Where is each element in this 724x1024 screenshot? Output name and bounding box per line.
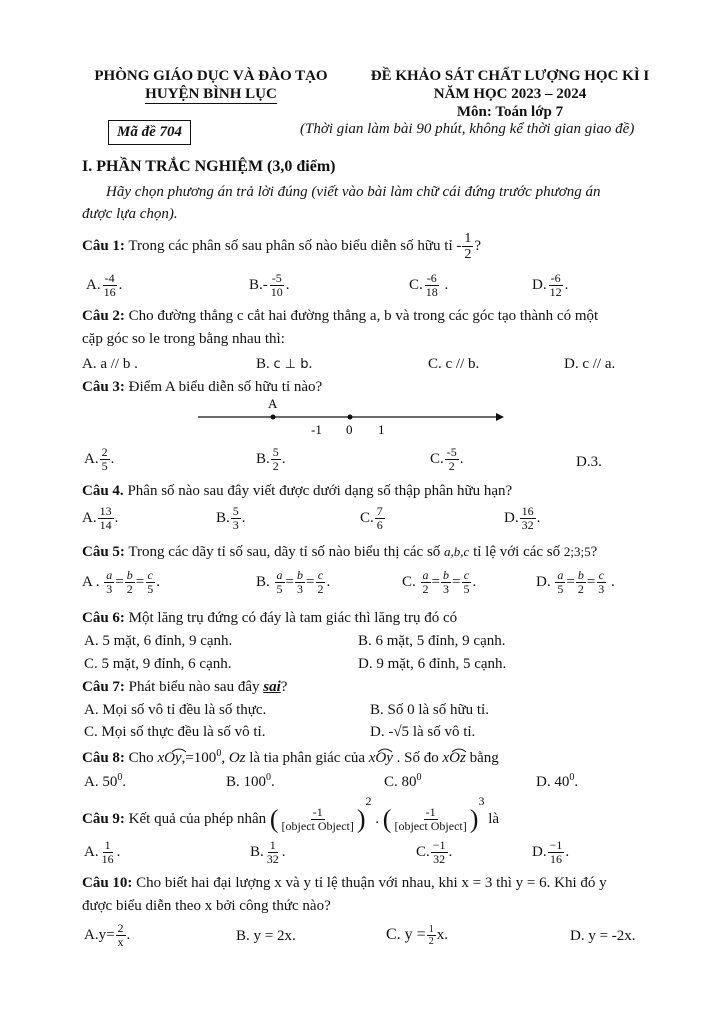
dept-name: PHÒNG GIÁO DỤC VÀ ĐÀO TẠO [94,68,328,84]
q8-option-c: C. $80^0$ [384,772,422,790]
q3-option-c: C. $\frac{-5}{2}$ . [430,445,464,473]
q10-option-a: A.y= $\frac{2}{x}$ . [84,921,131,949]
question-4: Câu 4. Phân số nào sau đây viết được dưới dạng số thập phân hữu hạn? [82,483,513,499]
number-line-arrow [496,413,504,421]
q1-option-c: C. $\frac{-6}{18}$ . [409,271,449,299]
q9-option-c: C. $\frac{-1}{32}$ . [416,838,453,866]
q7-option-d: D. -√5 là số vô tỉ. [370,724,476,740]
q4-option-c: C. $\frac{7}{6}$ [360,504,383,532]
point-a-label: A [268,396,278,411]
q6-option-c: C. 5 mặt, 9 đỉnh, 6 cạnh. [84,656,232,672]
q7-option-b: B. Số 0 là số hữu tỉ. [370,702,489,718]
q5-option-d: D. $\frac{a}{5}$ = $\frac{b}{2}$ = $\frac{c}{3}$ . [536,568,615,596]
q10-option-d: D. y = -2x. [570,928,636,944]
question-10-cont: được biểu diễn theo x bởi công thức nào? [82,898,331,914]
q6-option-d: D. 9 mặt, 6 đỉnh, 5 cạnh. [358,656,507,672]
question-3: Câu 3: Điểm A biểu diễn số hữu tỉ nào? [82,379,323,395]
q3-option-b: B. $\frac{5}{2}$ . [256,445,286,473]
time-note: (Thời gian làm bài 90 phút, không kể thời gian giao đề) [300,121,635,137]
q8-option-a: A. $50^0$. [84,772,127,790]
q4-option-d: D. $\frac{16}{32}$ . [504,504,541,532]
question-2: Câu 2: Cho đường thẳng c cắt hai đường thẳng a, b và trong các góc tạo thành có một [82,308,599,324]
subject: Môn: Toán lớp 7 [456,104,564,120]
q6-option-a: A. 5 mặt, 6 đỉnh, 9 cạnh. [84,633,233,649]
q1-option-a: A. $\frac{-4}{16}$ . [86,271,123,299]
q9-option-b: B. $\frac{1}{32}$ . [250,838,286,866]
instruction-line1: Hãy chọn phương án trả lời đúng (viết vào bài làm chữ cái đứng trước phương án [106,184,601,200]
q8-option-b: B. $100^0$. [226,772,275,790]
q3-option-d: D.3. [576,454,602,470]
q8-option-d: D. $40^0$. [536,772,579,790]
q4-option-b: B. $\frac{5}{3}$ . [216,504,246,532]
question-6: Câu 6: Một lăng trụ đứng có đáy là tam giác thì lăng trụ đó có [82,610,458,626]
question-1: Câu 1: Trong các phân số sau phân số nào biểu diễn số hữu tỉ - $\frac{1}{2}$ ? [82,231,482,262]
exam-code: Mã đề 704 [108,120,191,145]
q7-option-a: A. Mọi số vô tỉ đều là số thực. [84,702,267,718]
tick-zero: 0 [346,422,353,437]
q5-option-b: B. $\frac{a}{5}$ = $\frac{b}{3}$ = $\frac{c}{2}$ . [256,568,331,596]
point-a-marker [271,415,276,420]
q3-option-a: A. $\frac{2}{5}$ . [84,445,115,473]
q9-option-a: A. $\frac{1}{16}$ . [84,838,121,866]
question-2-cont: cặp góc so le trong bằng nhau thì: [82,331,285,347]
q6-option-b: B. 6 mặt, 5 đỉnh, 9 cạnh. [358,633,506,649]
q10-option-b: B. y = 2x. [236,928,296,944]
question-7: Câu 7: Phát biểu nào sau đây sai? [82,679,288,695]
tick-zero-marker [348,415,353,420]
tick-minus-one: -1 [311,422,322,437]
question-8: Câu 8: Cho xOy $,=100^0$, Oz là tia phân giác của xOy . Số đo xOz bằng [82,748,499,766]
q5-option-c: C. $\frac{a}{2}$ = $\frac{b}{3}$ = $\frac{c}{5}$ . [402,568,477,596]
q2-option-c: C. c // b. [428,356,480,372]
q4-option-a: A. $\frac{13}{14}$ . [82,504,119,532]
q10-option-c: C. y = $\frac{1}{2}$ x. [386,924,448,947]
number-line [190,394,510,440]
section-title: I. PHẦN TRẮC NGHIỆM (3,0 điểm) [82,158,336,175]
question-9: Câu 9: Kết quả của phép nhân ( $\frac{-1}{\text{[object Object]}}$ )$^2$ . ( $\frac{-1}{\text{[object Object]}}$ )$^3$ là [82,794,500,834]
q5-option-a: A . $\frac{a}{3}$ = $\frac{b}{2}$ = $\frac{c}{5}$ . [82,568,160,596]
angle-xoy: xOy [157,750,181,766]
q2-option-d: D. c // a. [564,356,616,372]
school-year: NĂM HỌC 2023 – 2024 [433,86,587,102]
district-name: HUYỆN BÌNH LỤC [145,86,277,102]
exam-title: ĐỀ KHẢO SÁT CHẤT LƯỢNG HỌC KÌ I [370,68,650,84]
tick-one: 1 [378,422,385,437]
question-10: Câu 10: Cho biết hai đại lượng x và y tỉ lệ thuận với nhau, khi x = 3 thì y = 6. Khi đó y [82,875,607,891]
q2-option-b: B. c ⊥ b. [256,356,313,372]
angle-xoz: xOz [442,750,466,766]
question-5: Câu 5: Trong các dãy tỉ số sau, dãy tỉ số nào biểu thị các số a,b,c tỉ lệ với các số 2;3;5? [82,544,598,560]
q7-option-c: C. Mọi số thực đều là số vô tỉ. [84,724,266,740]
angle-xoy-2: xOy [368,750,393,766]
q9-option-d: D. $\frac{-1}{16}$ . [532,838,570,866]
q1-option-d: D. $\frac{-6}{12}$ . [532,271,569,299]
q2-option-a: A. a // b . [82,356,138,372]
q1-option-b: B.- $\frac{-5}{10}$ . [249,271,290,299]
instruction-line2: được lựa chọn). [82,206,178,222]
